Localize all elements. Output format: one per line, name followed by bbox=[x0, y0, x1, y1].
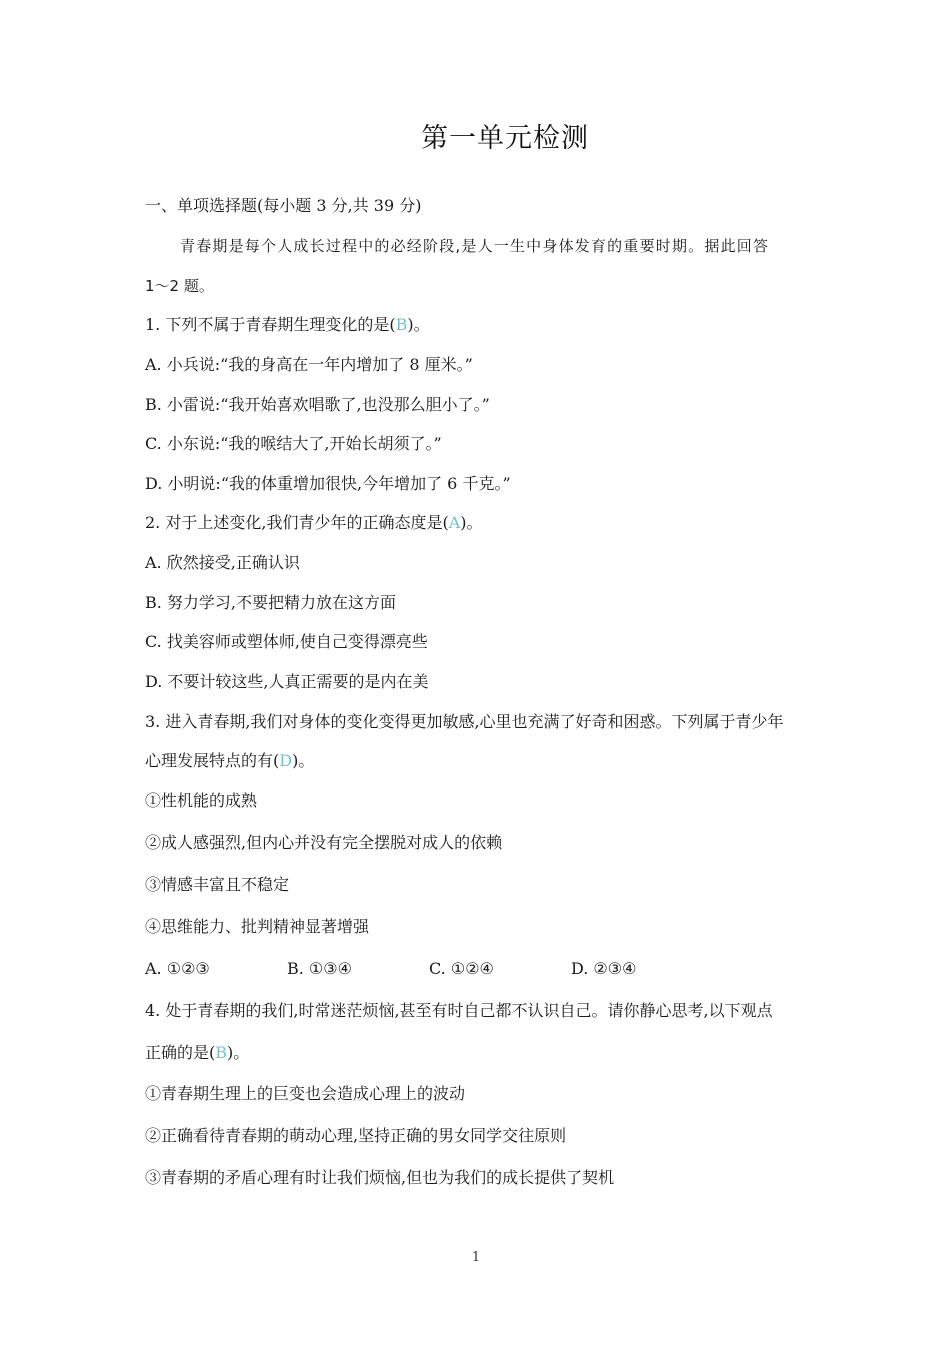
question-2-option-a: A. 欣然接受,正确认识 bbox=[145, 553, 300, 572]
question-1-option-b: B. 小雷说:“我开始喜欢唱歌了,也没那么胆小了。” bbox=[145, 395, 490, 414]
question-3-option-a: A. ①②③ bbox=[145, 959, 210, 978]
question-2-stem bbox=[145, 513, 483, 533]
question-2-option-b: B. 努力学习,不要把精力放在这方面 bbox=[145, 593, 397, 612]
passage-line-2: 1～2 题。 bbox=[145, 277, 214, 295]
question-1-option-a: A. 小兵说:“我的身高在一年内增加了 8 厘米。” bbox=[145, 355, 473, 374]
question-3-option-b: B. ①③④ bbox=[287, 959, 352, 978]
page-number: 1 bbox=[471, 1250, 481, 1265]
question-2-option-d: D. 不要计较这些,人真正需要的是内在美 bbox=[145, 672, 429, 691]
question-3-item-3: ③情感丰富且不稳定 bbox=[145, 875, 290, 894]
question-1-answer: B bbox=[395, 315, 408, 334]
question-3-option-d: D. ②③④ bbox=[571, 959, 637, 978]
question-3-stem-suffix: )。 bbox=[292, 751, 315, 770]
question-1-option-c: C. 小东说:“我的喉结大了,开始长胡须了。” bbox=[145, 434, 442, 453]
question-2-stem-prefix: 2. 对于上述变化,我们青少年的正确态度是( bbox=[145, 513, 449, 532]
question-1-option-d: D. 小明说:“我的体重增加很快,今年增加了 6 千克。” bbox=[145, 474, 511, 493]
question-4-stem-prefix: 正确的是( bbox=[145, 1043, 216, 1062]
question-4-item-3: ③青春期的矛盾心理有时让我们烦恼,但也为我们的成长提供了契机 bbox=[145, 1168, 615, 1187]
question-3-item-1: ①性机能的成熟 bbox=[145, 791, 258, 810]
question-4-stem-suffix: )。 bbox=[227, 1043, 250, 1062]
question-4-answer: B bbox=[215, 1043, 228, 1062]
question-1-stem bbox=[145, 315, 430, 335]
question-1-stem-suffix: )。 bbox=[407, 315, 430, 334]
question-2-answer: A bbox=[448, 513, 461, 532]
question-3-options bbox=[145, 959, 705, 979]
question-3-stem-prefix: 心理发展特点的有( bbox=[145, 751, 280, 770]
question-3-item-2: ②成人感强烈,但内心并没有完全摆脱对成人的依赖 bbox=[145, 833, 503, 852]
question-3-option-c: C. ①②④ bbox=[429, 959, 494, 978]
question-2-option-c: C. 找美容师或塑体师,使自己变得漂亮些 bbox=[145, 632, 428, 651]
question-3-stem-line-2 bbox=[145, 751, 314, 771]
question-2-stem-suffix: )。 bbox=[460, 513, 483, 532]
question-1-stem-prefix: 1. 下列不属于青春期生理变化的是( bbox=[145, 315, 396, 334]
page-title: 第一单元检测 bbox=[421, 123, 589, 154]
section-heading: 一、单项选择题(每小题 3 分,共 39 分) bbox=[145, 196, 422, 215]
question-3-item-4: ④思维能力、批判精神显著增强 bbox=[145, 917, 370, 936]
question-3-answer: D bbox=[279, 751, 293, 770]
question-4-stem-line-1: 4. 处于青春期的我们,时常迷茫烦恼,甚至有时自己都不认识自己。请你静心思考,以下观点 bbox=[145, 1001, 773, 1020]
question-3-stem-line-1: 3. 进入青春期,我们对身体的变化变得更加敏感,心里也充满了好奇和困惑。下列属于青少年 bbox=[145, 712, 784, 731]
passage-line-1: 青春期是每个人成长过程中的必经阶段,是人一生中身体发育的重要时期。据此回答 bbox=[180, 237, 770, 255]
question-4-item-1: ①青春期生理上的巨变也会造成心理上的波动 bbox=[145, 1084, 466, 1103]
question-4-item-2: ②正确看待青春期的萌动心理,坚持正确的男女同学交往原则 bbox=[145, 1126, 567, 1145]
question-4-stem-line-2 bbox=[145, 1043, 249, 1063]
